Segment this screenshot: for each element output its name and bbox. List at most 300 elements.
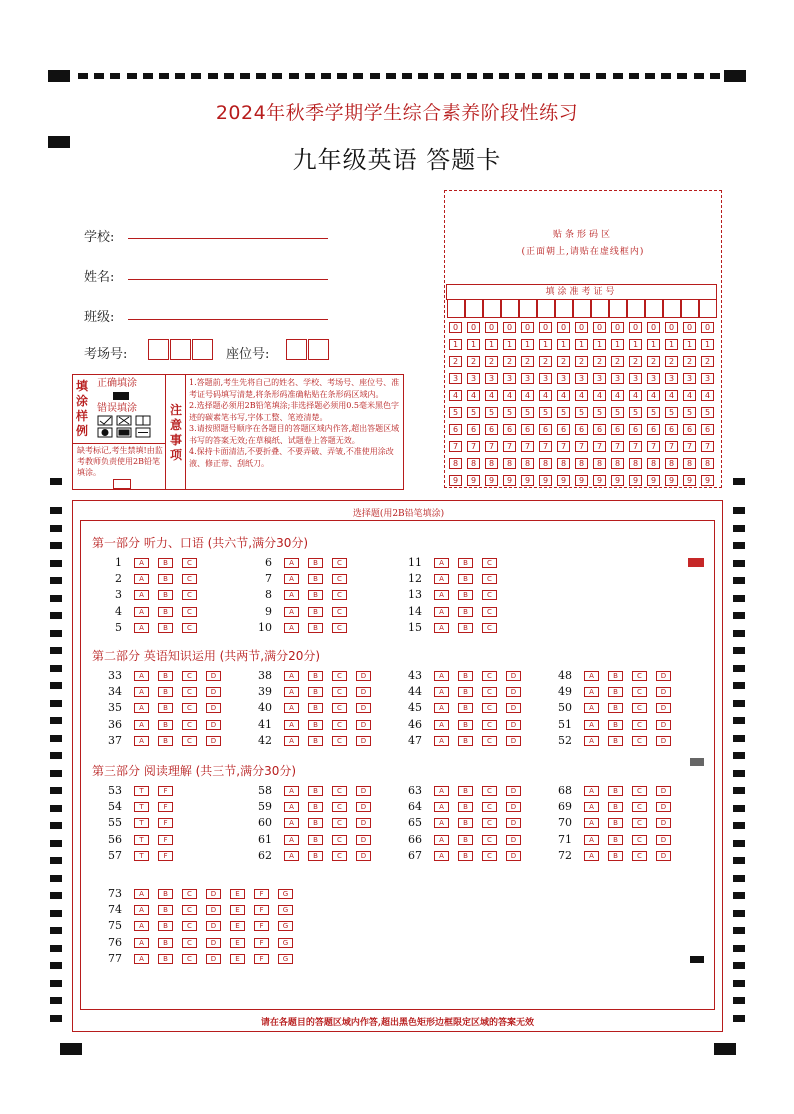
exam-id-write-cell[interactable]: [699, 300, 717, 318]
answer-bubble[interactable]: C: [482, 574, 497, 584]
answer-bubble[interactable]: F: [158, 802, 173, 812]
exam-id-bubble[interactable]: 0: [539, 322, 552, 333]
exam-id-bubble[interactable]: 0: [701, 322, 714, 333]
exam-id-bubble[interactable]: 3: [611, 373, 624, 384]
answer-bubble[interactable]: A: [434, 703, 449, 713]
answer-bubble[interactable]: A: [434, 835, 449, 845]
answer-bubble[interactable]: A: [134, 905, 149, 915]
answer-bubble[interactable]: A: [134, 736, 149, 746]
exam-id-bubble[interactable]: 3: [647, 373, 660, 384]
answer-bubble[interactable]: D: [506, 687, 521, 697]
exam-id-write-cell[interactable]: [483, 300, 501, 318]
exam-id-bubble[interactable]: 3: [539, 373, 552, 384]
answer-bubble[interactable]: B: [458, 802, 473, 812]
answer-bubble[interactable]: C: [182, 558, 197, 568]
exam-id-bubble[interactable]: 5: [449, 407, 462, 418]
answer-bubble[interactable]: C: [482, 558, 497, 568]
answer-bubble[interactable]: A: [134, 720, 149, 730]
answer-bubble[interactable]: B: [158, 590, 173, 600]
exam-id-bubble[interactable]: 0: [467, 322, 480, 333]
exam-id-bubble[interactable]: 7: [629, 441, 642, 452]
exam-room-box-2[interactable]: [170, 339, 191, 360]
answer-bubble[interactable]: A: [584, 687, 599, 697]
answer-bubble[interactable]: A: [584, 818, 599, 828]
answer-bubble[interactable]: A: [284, 607, 299, 617]
answer-bubble[interactable]: A: [434, 818, 449, 828]
exam-id-bubble[interactable]: 4: [665, 390, 678, 401]
exam-id-bubble[interactable]: 4: [575, 390, 588, 401]
exam-id-bubble[interactable]: 7: [647, 441, 660, 452]
missing-exam-box[interactable]: [113, 479, 131, 489]
answer-bubble[interactable]: E: [230, 889, 245, 899]
answer-bubble[interactable]: B: [158, 905, 173, 915]
exam-id-bubble[interactable]: 9: [539, 475, 552, 486]
exam-id-bubble[interactable]: 0: [647, 322, 660, 333]
exam-id-bubble[interactable]: 5: [557, 407, 570, 418]
exam-id-bubble[interactable]: 8: [665, 458, 678, 469]
answer-bubble[interactable]: C: [482, 623, 497, 633]
exam-id-bubble[interactable]: 1: [593, 339, 606, 350]
answer-bubble[interactable]: D: [656, 736, 671, 746]
answer-bubble[interactable]: C: [482, 736, 497, 746]
answer-bubble[interactable]: A: [434, 558, 449, 568]
answer-bubble[interactable]: C: [182, 921, 197, 931]
exam-id-bubble[interactable]: 2: [575, 356, 588, 367]
answer-bubble[interactable]: B: [308, 736, 323, 746]
exam-id-bubble[interactable]: 9: [629, 475, 642, 486]
answer-bubble[interactable]: E: [230, 954, 245, 964]
exam-id-bubble[interactable]: 1: [701, 339, 714, 350]
answer-bubble[interactable]: B: [308, 818, 323, 828]
answer-bubble[interactable]: A: [434, 786, 449, 796]
answer-bubble[interactable]: T: [134, 818, 149, 828]
exam-id-write-cell[interactable]: [591, 300, 609, 318]
answer-bubble[interactable]: C: [632, 818, 647, 828]
exam-id-bubble[interactable]: 5: [521, 407, 534, 418]
answer-bubble[interactable]: C: [332, 786, 347, 796]
answer-bubble[interactable]: B: [608, 802, 623, 812]
answer-bubble[interactable]: B: [308, 607, 323, 617]
answer-bubble[interactable]: F: [158, 786, 173, 796]
answer-bubble[interactable]: A: [434, 590, 449, 600]
answer-bubble[interactable]: A: [284, 835, 299, 845]
exam-id-bubble[interactable]: 4: [539, 390, 552, 401]
exam-id-bubble[interactable]: 7: [683, 441, 696, 452]
exam-id-bubble[interactable]: 1: [611, 339, 624, 350]
answer-bubble[interactable]: A: [284, 687, 299, 697]
answer-bubble[interactable]: C: [482, 720, 497, 730]
answer-bubble[interactable]: C: [182, 623, 197, 633]
answer-bubble[interactable]: D: [356, 835, 371, 845]
exam-id-bubble[interactable]: 5: [611, 407, 624, 418]
exam-id-bubble[interactable]: 6: [629, 424, 642, 435]
answer-bubble[interactable]: C: [332, 818, 347, 828]
answer-bubble[interactable]: F: [254, 954, 269, 964]
exam-id-bubble[interactable]: 4: [485, 390, 498, 401]
exam-id-write-cell[interactable]: [555, 300, 573, 318]
answer-bubble[interactable]: D: [206, 720, 221, 730]
class-field[interactable]: [128, 319, 328, 320]
exam-id-bubble[interactable]: 5: [539, 407, 552, 418]
answer-bubble[interactable]: A: [434, 851, 449, 861]
exam-id-bubble[interactable]: 4: [503, 390, 516, 401]
answer-bubble[interactable]: E: [230, 938, 245, 948]
answer-bubble[interactable]: A: [584, 786, 599, 796]
exam-id-bubble[interactable]: 4: [557, 390, 570, 401]
exam-id-bubble[interactable]: 6: [467, 424, 480, 435]
answer-bubble[interactable]: C: [482, 703, 497, 713]
answer-bubble[interactable]: C: [632, 786, 647, 796]
answer-bubble[interactable]: B: [158, 607, 173, 617]
answer-bubble[interactable]: F: [254, 921, 269, 931]
answer-bubble[interactable]: F: [254, 889, 269, 899]
answer-bubble[interactable]: B: [308, 590, 323, 600]
answer-bubble[interactable]: A: [434, 671, 449, 681]
answer-bubble[interactable]: B: [158, 623, 173, 633]
answer-bubble[interactable]: D: [356, 687, 371, 697]
answer-bubble[interactable]: C: [482, 802, 497, 812]
exam-id-bubble[interactable]: 7: [557, 441, 570, 452]
answer-bubble[interactable]: A: [134, 607, 149, 617]
answer-bubble[interactable]: B: [158, 558, 173, 568]
answer-bubble[interactable]: G: [278, 954, 293, 964]
answer-bubble[interactable]: B: [458, 671, 473, 681]
answer-bubble[interactable]: B: [608, 736, 623, 746]
exam-id-bubble[interactable]: 3: [629, 373, 642, 384]
answer-bubble[interactable]: B: [158, 736, 173, 746]
answer-bubble[interactable]: F: [254, 938, 269, 948]
exam-id-bubble[interactable]: 1: [683, 339, 696, 350]
exam-id-bubble[interactable]: 1: [503, 339, 516, 350]
answer-bubble[interactable]: D: [206, 938, 221, 948]
exam-id-bubble[interactable]: 9: [665, 475, 678, 486]
answer-bubble[interactable]: A: [134, 574, 149, 584]
answer-bubble[interactable]: C: [332, 736, 347, 746]
exam-id-bubble[interactable]: 9: [593, 475, 606, 486]
exam-id-bubble[interactable]: 2: [521, 356, 534, 367]
exam-id-bubble[interactable]: 9: [683, 475, 696, 486]
answer-bubble[interactable]: D: [506, 703, 521, 713]
answer-bubble[interactable]: C: [332, 623, 347, 633]
exam-id-bubble[interactable]: 6: [557, 424, 570, 435]
answer-bubble[interactable]: D: [656, 802, 671, 812]
answer-bubble[interactable]: F: [158, 818, 173, 828]
exam-id-bubble[interactable]: 6: [683, 424, 696, 435]
answer-bubble[interactable]: D: [356, 802, 371, 812]
exam-id-bubble[interactable]: 6: [593, 424, 606, 435]
exam-id-bubble[interactable]: 9: [557, 475, 570, 486]
exam-id-bubble[interactable]: 5: [467, 407, 480, 418]
exam-id-bubble[interactable]: 9: [611, 475, 624, 486]
answer-bubble[interactable]: D: [656, 703, 671, 713]
answer-bubble[interactable]: C: [182, 954, 197, 964]
exam-id-bubble[interactable]: 9: [701, 475, 714, 486]
exam-id-bubble[interactable]: 1: [557, 339, 570, 350]
answer-bubble[interactable]: C: [182, 889, 197, 899]
answer-bubble[interactable]: A: [434, 802, 449, 812]
exam-id-bubble[interactable]: 2: [683, 356, 696, 367]
answer-bubble[interactable]: C: [632, 835, 647, 845]
answer-bubble[interactable]: C: [182, 687, 197, 697]
exam-id-bubble[interactable]: 4: [701, 390, 714, 401]
exam-id-bubble[interactable]: 8: [611, 458, 624, 469]
answer-bubble[interactable]: A: [284, 720, 299, 730]
exam-id-bubble[interactable]: 2: [467, 356, 480, 367]
answer-bubble[interactable]: D: [206, 671, 221, 681]
answer-bubble[interactable]: C: [482, 671, 497, 681]
answer-bubble[interactable]: C: [182, 720, 197, 730]
exam-id-bubble[interactable]: 3: [683, 373, 696, 384]
exam-id-bubble[interactable]: 6: [701, 424, 714, 435]
answer-bubble[interactable]: D: [656, 720, 671, 730]
answer-bubble[interactable]: C: [632, 671, 647, 681]
answer-bubble[interactable]: B: [158, 687, 173, 697]
exam-id-bubble[interactable]: 8: [647, 458, 660, 469]
answer-bubble[interactable]: A: [134, 687, 149, 697]
exam-id-write-cell[interactable]: [537, 300, 555, 318]
answer-bubble[interactable]: A: [134, 590, 149, 600]
exam-id-bubble[interactable]: 4: [683, 390, 696, 401]
exam-id-bubble[interactable]: 3: [575, 373, 588, 384]
exam-id-bubble[interactable]: 3: [665, 373, 678, 384]
answer-bubble[interactable]: B: [458, 818, 473, 828]
answer-bubble[interactable]: D: [356, 736, 371, 746]
exam-id-bubble[interactable]: 3: [503, 373, 516, 384]
exam-id-bubble[interactable]: 4: [593, 390, 606, 401]
answer-bubble[interactable]: D: [506, 720, 521, 730]
answer-bubble[interactable]: C: [182, 671, 197, 681]
answer-bubble[interactable]: D: [356, 786, 371, 796]
answer-bubble[interactable]: B: [458, 736, 473, 746]
answer-bubble[interactable]: A: [284, 623, 299, 633]
answer-bubble[interactable]: T: [134, 851, 149, 861]
answer-bubble[interactable]: B: [458, 703, 473, 713]
answer-bubble[interactable]: C: [482, 590, 497, 600]
answer-bubble[interactable]: D: [506, 671, 521, 681]
exam-id-bubble[interactable]: 4: [449, 390, 462, 401]
answer-bubble[interactable]: D: [506, 818, 521, 828]
exam-id-bubble[interactable]: 3: [467, 373, 480, 384]
exam-id-bubble[interactable]: 8: [575, 458, 588, 469]
exam-id-bubble[interactable]: 4: [629, 390, 642, 401]
answer-bubble[interactable]: C: [332, 607, 347, 617]
exam-id-bubble[interactable]: 7: [449, 441, 462, 452]
exam-id-bubble[interactable]: 5: [647, 407, 660, 418]
answer-bubble[interactable]: B: [458, 623, 473, 633]
exam-id-bubble[interactable]: 6: [575, 424, 588, 435]
answer-bubble[interactable]: B: [608, 687, 623, 697]
answer-bubble[interactable]: C: [482, 687, 497, 697]
exam-id-bubble[interactable]: 2: [665, 356, 678, 367]
answer-bubble[interactable]: B: [158, 574, 173, 584]
answer-bubble[interactable]: T: [134, 786, 149, 796]
exam-id-bubble[interactable]: 2: [701, 356, 714, 367]
answer-bubble[interactable]: C: [332, 687, 347, 697]
exam-id-write-cell[interactable]: [645, 300, 663, 318]
answer-bubble[interactable]: C: [182, 607, 197, 617]
answer-bubble[interactable]: E: [230, 921, 245, 931]
answer-bubble[interactable]: D: [206, 954, 221, 964]
answer-bubble[interactable]: T: [134, 802, 149, 812]
answer-bubble[interactable]: B: [158, 671, 173, 681]
answer-bubble[interactable]: C: [332, 671, 347, 681]
answer-bubble[interactable]: C: [632, 802, 647, 812]
answer-bubble[interactable]: A: [584, 736, 599, 746]
answer-bubble[interactable]: A: [284, 736, 299, 746]
answer-bubble[interactable]: A: [134, 558, 149, 568]
exam-id-bubble[interactable]: 9: [485, 475, 498, 486]
answer-bubble[interactable]: A: [434, 736, 449, 746]
exam-id-bubble[interactable]: 5: [575, 407, 588, 418]
answer-bubble[interactable]: B: [458, 607, 473, 617]
exam-id-bubble[interactable]: 1: [467, 339, 480, 350]
answer-bubble[interactable]: B: [308, 623, 323, 633]
answer-bubble[interactable]: C: [332, 574, 347, 584]
exam-id-bubble[interactable]: 0: [575, 322, 588, 333]
answer-bubble[interactable]: B: [608, 671, 623, 681]
answer-bubble[interactable]: B: [458, 590, 473, 600]
answer-bubble[interactable]: D: [206, 703, 221, 713]
answer-bubble[interactable]: A: [134, 938, 149, 948]
exam-id-bubble[interactable]: 5: [503, 407, 516, 418]
exam-id-bubble[interactable]: 8: [485, 458, 498, 469]
answer-bubble[interactable]: D: [356, 720, 371, 730]
answer-bubble[interactable]: B: [608, 835, 623, 845]
exam-id-bubble[interactable]: 8: [683, 458, 696, 469]
school-field[interactable]: [128, 238, 328, 239]
answer-bubble[interactable]: C: [332, 590, 347, 600]
answer-bubble[interactable]: A: [284, 590, 299, 600]
exam-id-bubble[interactable]: 7: [611, 441, 624, 452]
exam-id-bubble[interactable]: 4: [647, 390, 660, 401]
answer-bubble[interactable]: C: [182, 590, 197, 600]
exam-id-bubble[interactable]: 1: [665, 339, 678, 350]
exam-id-bubble[interactable]: 2: [557, 356, 570, 367]
answer-bubble[interactable]: B: [608, 720, 623, 730]
exam-id-bubble[interactable]: 6: [611, 424, 624, 435]
answer-bubble[interactable]: A: [584, 835, 599, 845]
answer-bubble[interactable]: B: [158, 703, 173, 713]
answer-bubble[interactable]: T: [134, 835, 149, 845]
exam-id-bubble[interactable]: 3: [521, 373, 534, 384]
answer-bubble[interactable]: C: [482, 786, 497, 796]
answer-bubble[interactable]: A: [284, 703, 299, 713]
answer-bubble[interactable]: D: [206, 889, 221, 899]
answer-bubble[interactable]: B: [158, 921, 173, 931]
answer-bubble[interactable]: A: [584, 802, 599, 812]
answer-bubble[interactable]: A: [584, 671, 599, 681]
exam-id-bubble[interactable]: 2: [449, 356, 462, 367]
exam-id-bubble[interactable]: 6: [539, 424, 552, 435]
exam-id-bubble[interactable]: 6: [647, 424, 660, 435]
exam-id-bubble[interactable]: 6: [449, 424, 462, 435]
answer-bubble[interactable]: B: [458, 558, 473, 568]
answer-bubble[interactable]: A: [434, 720, 449, 730]
exam-id-bubble[interactable]: 1: [539, 339, 552, 350]
exam-id-bubble[interactable]: 0: [593, 322, 606, 333]
answer-bubble[interactable]: F: [254, 905, 269, 915]
exam-id-write-cell[interactable]: [519, 300, 537, 318]
exam-id-write-cell[interactable]: [681, 300, 699, 318]
answer-bubble[interactable]: C: [182, 938, 197, 948]
answer-bubble[interactable]: B: [308, 671, 323, 681]
exam-id-bubble[interactable]: 1: [449, 339, 462, 350]
answer-bubble[interactable]: B: [608, 851, 623, 861]
exam-id-bubble[interactable]: 1: [485, 339, 498, 350]
exam-id-write-cell[interactable]: [609, 300, 627, 318]
answer-bubble[interactable]: E: [230, 905, 245, 915]
answer-bubble[interactable]: B: [308, 851, 323, 861]
answer-bubble[interactable]: B: [458, 687, 473, 697]
exam-id-bubble[interactable]: 6: [521, 424, 534, 435]
answer-bubble[interactable]: D: [206, 905, 221, 915]
answer-bubble[interactable]: C: [482, 607, 497, 617]
answer-bubble[interactable]: A: [134, 703, 149, 713]
exam-id-bubble[interactable]: 4: [521, 390, 534, 401]
answer-bubble[interactable]: B: [608, 818, 623, 828]
exam-id-bubble[interactable]: 8: [449, 458, 462, 469]
answer-bubble[interactable]: B: [608, 703, 623, 713]
answer-bubble[interactable]: B: [308, 703, 323, 713]
answer-bubble[interactable]: A: [434, 574, 449, 584]
exam-id-bubble[interactable]: 2: [593, 356, 606, 367]
exam-id-bubble[interactable]: 9: [449, 475, 462, 486]
answer-bubble[interactable]: D: [656, 818, 671, 828]
exam-id-bubble[interactable]: 5: [593, 407, 606, 418]
answer-bubble[interactable]: D: [506, 835, 521, 845]
exam-id-bubble[interactable]: 8: [701, 458, 714, 469]
exam-room-box-3[interactable]: [192, 339, 213, 360]
answer-bubble[interactable]: A: [284, 802, 299, 812]
exam-id-bubble[interactable]: 0: [557, 322, 570, 333]
answer-bubble[interactable]: D: [506, 802, 521, 812]
exam-id-bubble[interactable]: 0: [485, 322, 498, 333]
exam-id-bubble[interactable]: 9: [521, 475, 534, 486]
exam-id-bubble[interactable]: 4: [611, 390, 624, 401]
exam-id-bubble[interactable]: 0: [665, 322, 678, 333]
exam-id-bubble[interactable]: 1: [521, 339, 534, 350]
exam-id-bubble[interactable]: 9: [503, 475, 516, 486]
exam-id-bubble[interactable]: 7: [665, 441, 678, 452]
answer-bubble[interactable]: B: [458, 720, 473, 730]
exam-id-write-cell[interactable]: [573, 300, 591, 318]
answer-bubble[interactable]: B: [308, 802, 323, 812]
exam-id-bubble[interactable]: 6: [665, 424, 678, 435]
answer-bubble[interactable]: D: [356, 671, 371, 681]
answer-bubble[interactable]: D: [656, 786, 671, 796]
exam-id-bubble[interactable]: 3: [593, 373, 606, 384]
exam-id-bubble[interactable]: 8: [521, 458, 534, 469]
answer-bubble[interactable]: B: [308, 835, 323, 845]
answer-bubble[interactable]: A: [284, 558, 299, 568]
answer-bubble[interactable]: A: [434, 687, 449, 697]
exam-id-bubble[interactable]: 3: [557, 373, 570, 384]
answer-bubble[interactable]: A: [584, 720, 599, 730]
answer-bubble[interactable]: B: [158, 954, 173, 964]
answer-bubble[interactable]: C: [182, 574, 197, 584]
answer-bubble[interactable]: B: [158, 720, 173, 730]
answer-bubble[interactable]: A: [434, 623, 449, 633]
answer-bubble[interactable]: D: [656, 671, 671, 681]
answer-bubble[interactable]: C: [632, 851, 647, 861]
answer-bubble[interactable]: C: [632, 687, 647, 697]
exam-id-write-cell[interactable]: [465, 300, 483, 318]
answer-bubble[interactable]: F: [158, 835, 173, 845]
answer-bubble[interactable]: A: [284, 818, 299, 828]
answer-bubble[interactable]: C: [332, 720, 347, 730]
answer-bubble[interactable]: G: [278, 889, 293, 899]
exam-id-bubble[interactable]: 2: [485, 356, 498, 367]
